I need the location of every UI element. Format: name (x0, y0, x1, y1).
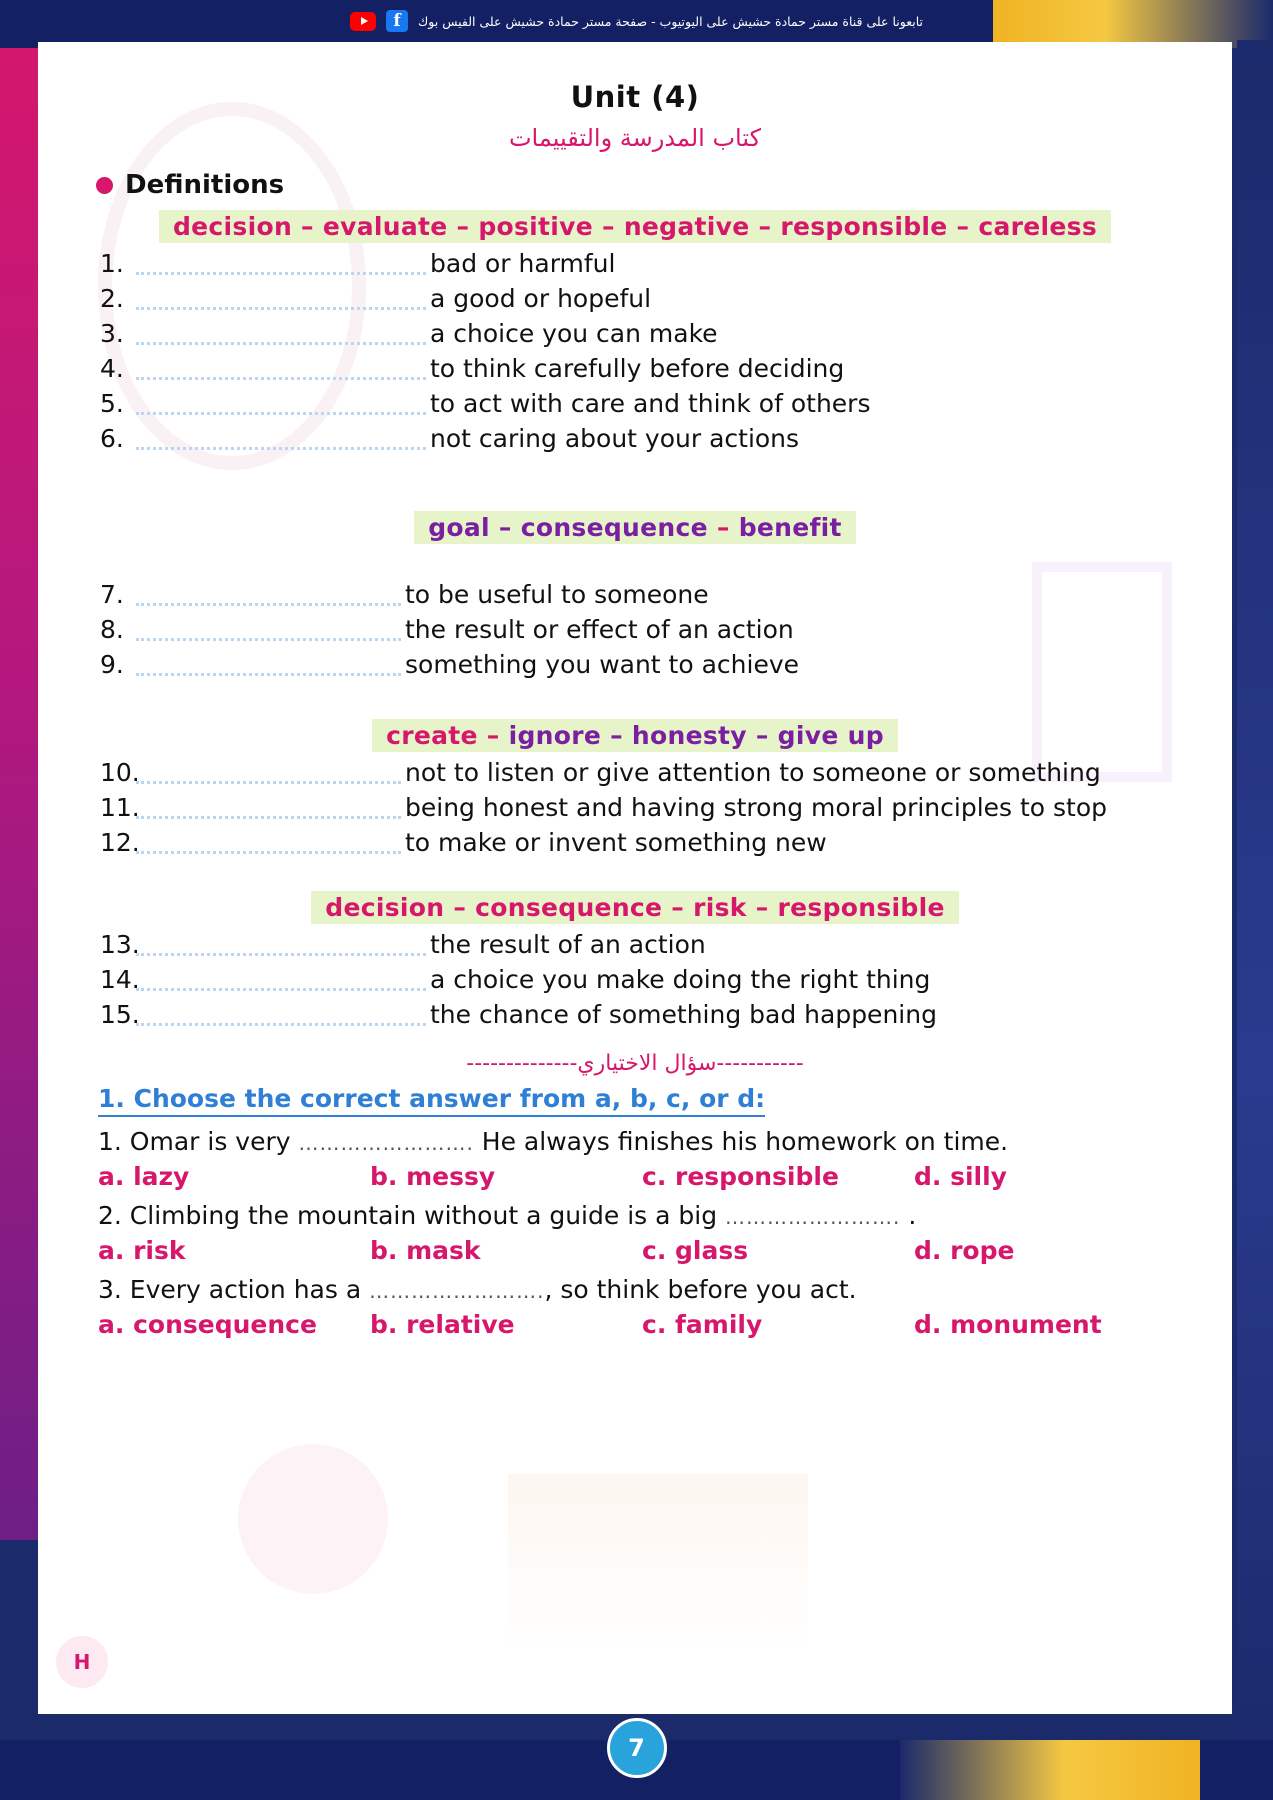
mcq-option-a[interactable]: a. lazy (98, 1162, 190, 1191)
mcq-options-3 (98, 1310, 1192, 1339)
item-number: 7. (100, 580, 124, 609)
word-bank-3 (372, 719, 898, 752)
bullet-dot-icon (96, 177, 113, 194)
mcq-option-b[interactable]: b. relative (370, 1310, 515, 1339)
item-number: 4. (100, 354, 124, 383)
list-item (78, 249, 1192, 278)
word-bank-2-part1: goal – consequence (428, 513, 708, 542)
social-banner-text: تابعونا على قناة مستر حمادة حشيش على اليوتيوب - صفحة مستر حمادة حشيش على الفيس بوك (418, 13, 924, 29)
answer-blank[interactable] (136, 322, 426, 345)
mcq-heading: 1. Choose the correct answer from a, b, c, or d: (98, 1084, 765, 1117)
item-text: a choice you can make (430, 319, 718, 348)
word-bank-3-part1: create – (386, 721, 509, 750)
mcq-stem-before: 2. Climbing the mountain without a guide is a big (98, 1201, 726, 1230)
mcq-option-c[interactable]: c. glass (642, 1236, 749, 1265)
item-number: 9. (100, 650, 124, 679)
list-item (78, 828, 1192, 857)
item-number: 14. (100, 965, 140, 994)
answer-blank[interactable] (136, 761, 401, 784)
item-number: 10. (100, 758, 140, 787)
page-subtitle: كتاب المدرسة والتقييمات (508, 124, 762, 152)
mcq-option-c[interactable]: c. family (642, 1310, 763, 1339)
list-item (78, 284, 1192, 313)
mcq-option-a[interactable]: a. risk (98, 1236, 186, 1265)
item-text: the chance of something bad happening (430, 1000, 937, 1029)
item-text: the result of an action (430, 930, 706, 959)
optional-question-divider: -----------سؤال الاختياري-------------- (466, 1051, 804, 1076)
list-item (78, 1000, 1192, 1029)
youtube-icon[interactable] (350, 12, 376, 31)
list-item (78, 758, 1192, 787)
answer-blank[interactable] (136, 357, 426, 380)
word-bank-2-dash: – (707, 513, 739, 542)
item-number: 3. (100, 319, 124, 348)
page-title: Unit (4) (570, 80, 700, 114)
answer-blank[interactable] (136, 1003, 426, 1026)
mcq-blank[interactable]: ……………………. (369, 1279, 545, 1303)
item-text: a good or hopeful (430, 284, 652, 313)
item-text: to act with care and think of others (430, 389, 871, 418)
answer-blank[interactable] (136, 968, 426, 991)
mcq-option-d[interactable]: d. silly (914, 1162, 1007, 1191)
facebook-icon[interactable]: f (386, 10, 408, 32)
list-item (78, 389, 1192, 418)
mcq-question-3 (98, 1275, 1192, 1304)
list-item (78, 319, 1192, 348)
item-text: bad or harmful (430, 249, 616, 278)
item-text: the result or effect of an action (405, 615, 794, 644)
item-number: 2. (100, 284, 124, 313)
item-text: a choice you make doing the right thing (430, 965, 931, 994)
mcq-options-1 (98, 1162, 1192, 1191)
social-banner (0, 0, 1273, 42)
word-bank-2-part2: benefit (738, 513, 842, 542)
definitions-label: Definitions (125, 170, 285, 200)
mcq-stem-before: 3. Every action has a (98, 1275, 370, 1304)
list-item (78, 930, 1192, 959)
word-bank-2 (414, 511, 856, 544)
list-item (78, 793, 1192, 822)
word-bank-4: decision – consequence – risk – responsible (311, 891, 958, 924)
definitions-group-4 (78, 930, 1192, 1029)
item-text: to make or invent something new (405, 828, 827, 857)
item-text: something you want to achieve (405, 650, 800, 679)
answer-blank[interactable] (136, 933, 426, 956)
answer-blank[interactable] (136, 618, 401, 641)
list-item (78, 615, 1192, 644)
answer-blank[interactable] (136, 653, 401, 676)
item-number: 6. (100, 424, 124, 453)
definitions-section-header (96, 170, 1192, 200)
word-bank-3-part2: ignore – honesty – give up (508, 721, 884, 750)
answer-blank[interactable] (136, 831, 401, 854)
answer-blank[interactable] (136, 427, 426, 450)
mcq-option-d[interactable]: d. monument (914, 1310, 1102, 1339)
mcq-option-c[interactable]: c. responsible (642, 1162, 839, 1191)
mcq-stem-after: , so think before you act. (544, 1275, 857, 1304)
definitions-group-1 (78, 249, 1192, 453)
mcq-blank[interactable]: ……………………. (725, 1205, 901, 1229)
item-number: 1. (100, 249, 124, 278)
mcq-option-d[interactable]: d. rope (914, 1236, 1015, 1265)
mcq-blank[interactable]: ……………………. (298, 1131, 474, 1155)
definitions-group-3 (78, 758, 1192, 857)
answer-blank[interactable] (136, 583, 401, 606)
item-text: not to listen or give attention to someone or something (405, 758, 1101, 787)
mcq-stem-after: . (900, 1201, 917, 1230)
mcq-question-2 (98, 1201, 1192, 1230)
page-number-badge: 7 (607, 1718, 667, 1778)
decorative-bottom-accent (900, 1740, 1200, 1800)
item-number: 8. (100, 615, 124, 644)
item-number: 5. (100, 389, 124, 418)
mcq-question-1 (98, 1127, 1192, 1156)
definitions-group-2 (78, 580, 1192, 679)
item-number: 12. (100, 828, 140, 857)
item-text: not caring about your actions (430, 424, 800, 453)
item-text: to think carefully before deciding (430, 354, 845, 383)
list-item (78, 424, 1192, 453)
list-item (78, 580, 1192, 609)
item-number: 11. (100, 793, 140, 822)
answer-blank[interactable] (136, 796, 401, 819)
worksheet-sheet (38, 42, 1232, 1714)
item-text: to be useful to someone (405, 580, 709, 609)
mcq-option-a[interactable]: a. consequence (98, 1310, 317, 1339)
answer-blank[interactable] (136, 252, 426, 275)
mcq-stem-before: 1. Omar is very (98, 1127, 299, 1156)
answer-blank[interactable] (136, 392, 426, 415)
worksheet-content (38, 42, 1232, 1339)
answer-blank[interactable] (136, 287, 426, 310)
watermark-decoration (508, 1474, 808, 1654)
list-item (78, 354, 1192, 383)
mcq-option-b[interactable]: b. messy (370, 1162, 496, 1191)
list-item (78, 965, 1192, 994)
list-item (78, 650, 1192, 679)
publisher-logo: H (56, 1636, 108, 1688)
mcq-option-b[interactable]: b. mask (370, 1236, 481, 1265)
item-number: 15. (100, 1000, 140, 1029)
item-number: 13. (100, 930, 140, 959)
item-text: being honest and having strong moral principles to stop (405, 793, 1108, 822)
watermark-decoration (238, 1444, 388, 1594)
mcq-options-2 (98, 1236, 1192, 1265)
decorative-right-band (1237, 40, 1273, 1760)
word-bank-1: decision – evaluate – positive – negative – responsible – careless (159, 210, 1111, 243)
mcq-stem-after: He always finishes his homework on time. (473, 1127, 1009, 1156)
